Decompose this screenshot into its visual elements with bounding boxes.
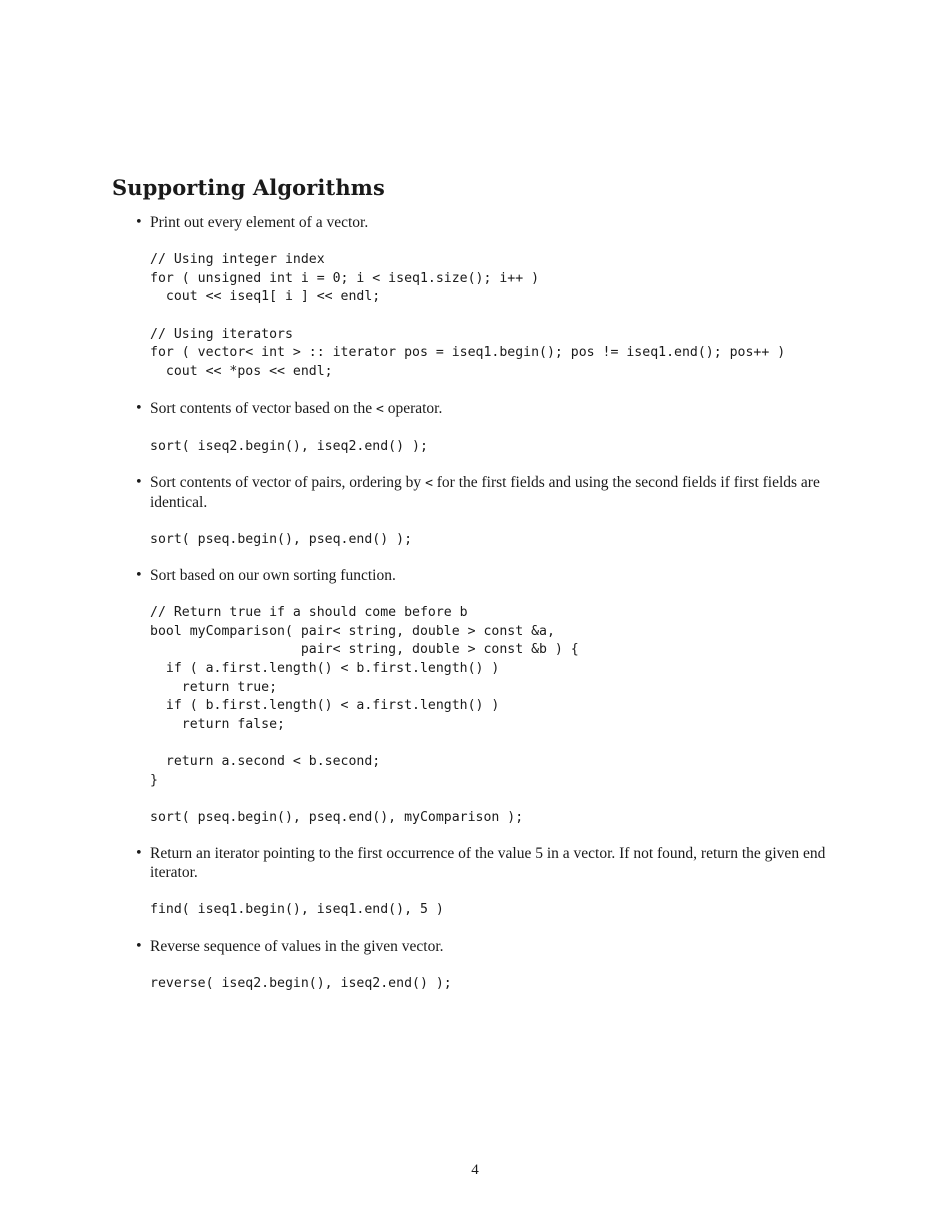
item-description: Sort based on our own sorting function. — [150, 567, 396, 584]
item-description: Reverse sequence of values in the given vector. — [150, 938, 444, 955]
bullet-icon: • — [135, 475, 143, 490]
code-block: sort( iseq2.begin(), iseq2.end() ); — [150, 439, 428, 455]
item-description: Return an iterator pointing to the first occurrence of the value 5 in a vector. If not found, return the given end iterator. — [150, 845, 826, 881]
bullet-icon: • — [135, 846, 143, 861]
code-block: // Using integer index for ( unsigned int i = 0; i < iseq1.size(); i++ ) cout << iseq1[ i ] << endl; // Using iterators for ( vector< int > :: iterator pos = iseq1.begin(); pos != iseq1.end(); pos++ ) cout << *pos << endl; — [150, 252, 786, 379]
list-item-sort-pairs — [135, 474, 850, 549]
bullet-icon: • — [135, 401, 143, 416]
list-item-custom-sort — [135, 567, 850, 827]
code-block: reverse( iseq2.begin(), iseq2.end() ); — [150, 976, 452, 992]
item-description: Print out every element of a vector. — [150, 214, 369, 231]
bullet-icon: • — [135, 568, 143, 583]
bullet-icon: • — [135, 215, 143, 230]
list-item-print-vector — [135, 214, 850, 381]
code-block: find( iseq1.begin(), iseq1.end(), 5 ) — [150, 901, 444, 917]
inline-code: < — [375, 402, 384, 417]
bullet-icon: • — [135, 939, 143, 954]
code-block: sort( pseq.begin(), pseq.end() ); — [150, 531, 413, 547]
list-item-find — [135, 845, 850, 919]
section-title: Supporting Algorithms — [112, 175, 385, 200]
item-description: Sort contents of vector of pairs, ordering by < for the first fields and using the second fields if first fields are identical. — [150, 474, 820, 511]
code-block: // Return true if a should come before b bool myComparison( pair< string, double > const &a, pair< string, double > const &b ) { if ( a.first.length() < b.first.length() ) return true; if ( b.first.length() < a.first.length() ) return false; return a.second < b.second; } sort( pseq.begin(), pseq.end(), myComparison ); — [150, 605, 579, 825]
inline-code: < — [425, 476, 433, 491]
list-item-reverse — [135, 938, 850, 994]
list-item-sort-vector — [135, 400, 850, 457]
page-number: 4 — [471, 1162, 479, 1178]
item-description: Sort contents of vector based on the < operator. — [150, 400, 443, 417]
